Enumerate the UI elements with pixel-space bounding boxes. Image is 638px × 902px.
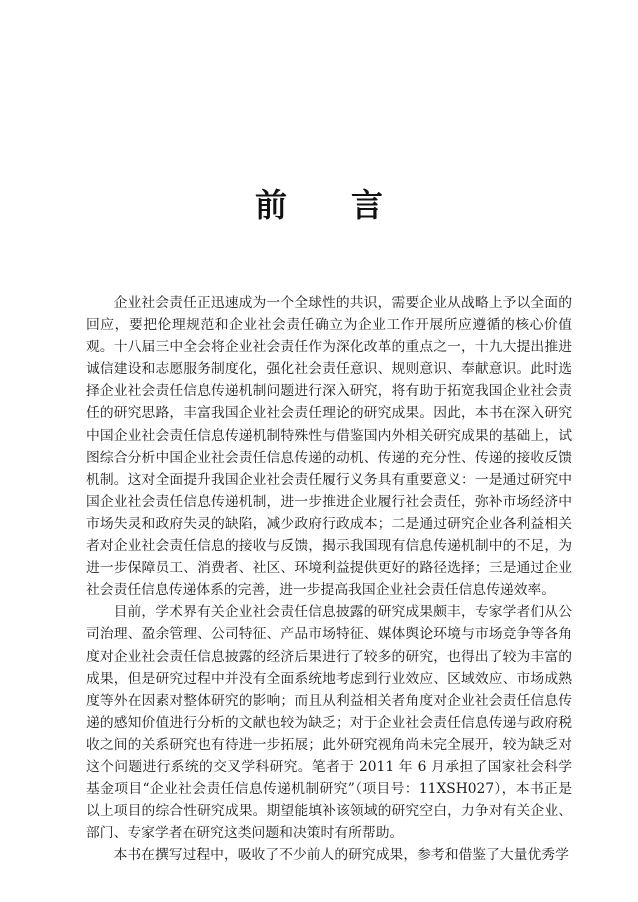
body-text: [86, 292, 572, 866]
title-char-2: 言: [351, 186, 384, 224]
page-title: [0, 180, 638, 226]
paragraph: 本书在撰写过程中，吸收了不少前人的研究成果，参考和借鉴了大量优秀学: [113, 847, 569, 864]
paragraph: 目前，学术界有关企业社会责任信息披露的研究成果颇丰，专家学者们从公司治理、盈余管理、公司特征、产品市场特征、媒体舆论环境与市场竞争等各角度对企业社会责任信息披露的经济后果进行了较多的研究，也得出了较为丰富的成果，但是研究过程中并没有全面系统地考虑到行业效应、区域效应、市场成熟度等外在因素对整体研究的影响；而且从利益相关者角度对企业社会责任信息传递的感知价值进行分析的文献也较为缺乏；对于企业社会责任信息传递与政府税收之间的关系研究也有待进一步拓展；此外研究视角尚未完全展开，较为缺乏对这个问题进行系统的交叉学科研究。笔者于 2011 年 6 月承担了国家社会科学基金项目“企业社会责任信息传递机制研究”（项目号：11XSH027），本书正是以上项目的综合性研究成果。期望能填补该领域的研究空白，力争对有关企业、部门、专家学者在研究这类问题和决策时有所帮助。: [86, 604, 572, 842]
paragraph: 企业社会责任正迅速成为一个全球性的共识，需要企业从战略上予以全面的回应，要把伦理规范和企业社会责任确立为企业工作开展所应遵循的核心价值观。十八届三中全会将企业社会责任作为深化改革的重点之一，十九大提出推进诚信建设和志愿服务制度化，强化社会责任意识、规则意识、奉献意识。此时选择企业社会责任信息传递机制问题进行深入研究，将有助于拓宽我国企业社会责任的研究思路，丰富我国企业社会责任理论的研究成果。因此，本书在深入研究中国企业社会责任信息传递机制特殊性与借鉴国内外相关研究成果的基础上，试图综合分析中国企业社会责任信息传递的动机、传递的充分性、传递的接收反馈机制。这对全面提升我国企业社会责任履行义务具有重要意义：一是通过研究中国企业社会责任信息传递机制，进一步推进企业履行社会责任，弥补市场经济中市场失灵和政府失灵的缺陷，减少政府行政成本；二是通过研究企业各利益相关者对企业社会责任信息的接收与反馈，揭示我国现有信息传递机制中的不足，为进一步保障员工、消费者、社区、环境利益提供更好的路径选择；三是通过企业社会责任信息传递体系的完善，进一步提高我国企业社会责任信息传递效率。: [86, 295, 572, 599]
title-char-1: 前: [254, 186, 287, 224]
